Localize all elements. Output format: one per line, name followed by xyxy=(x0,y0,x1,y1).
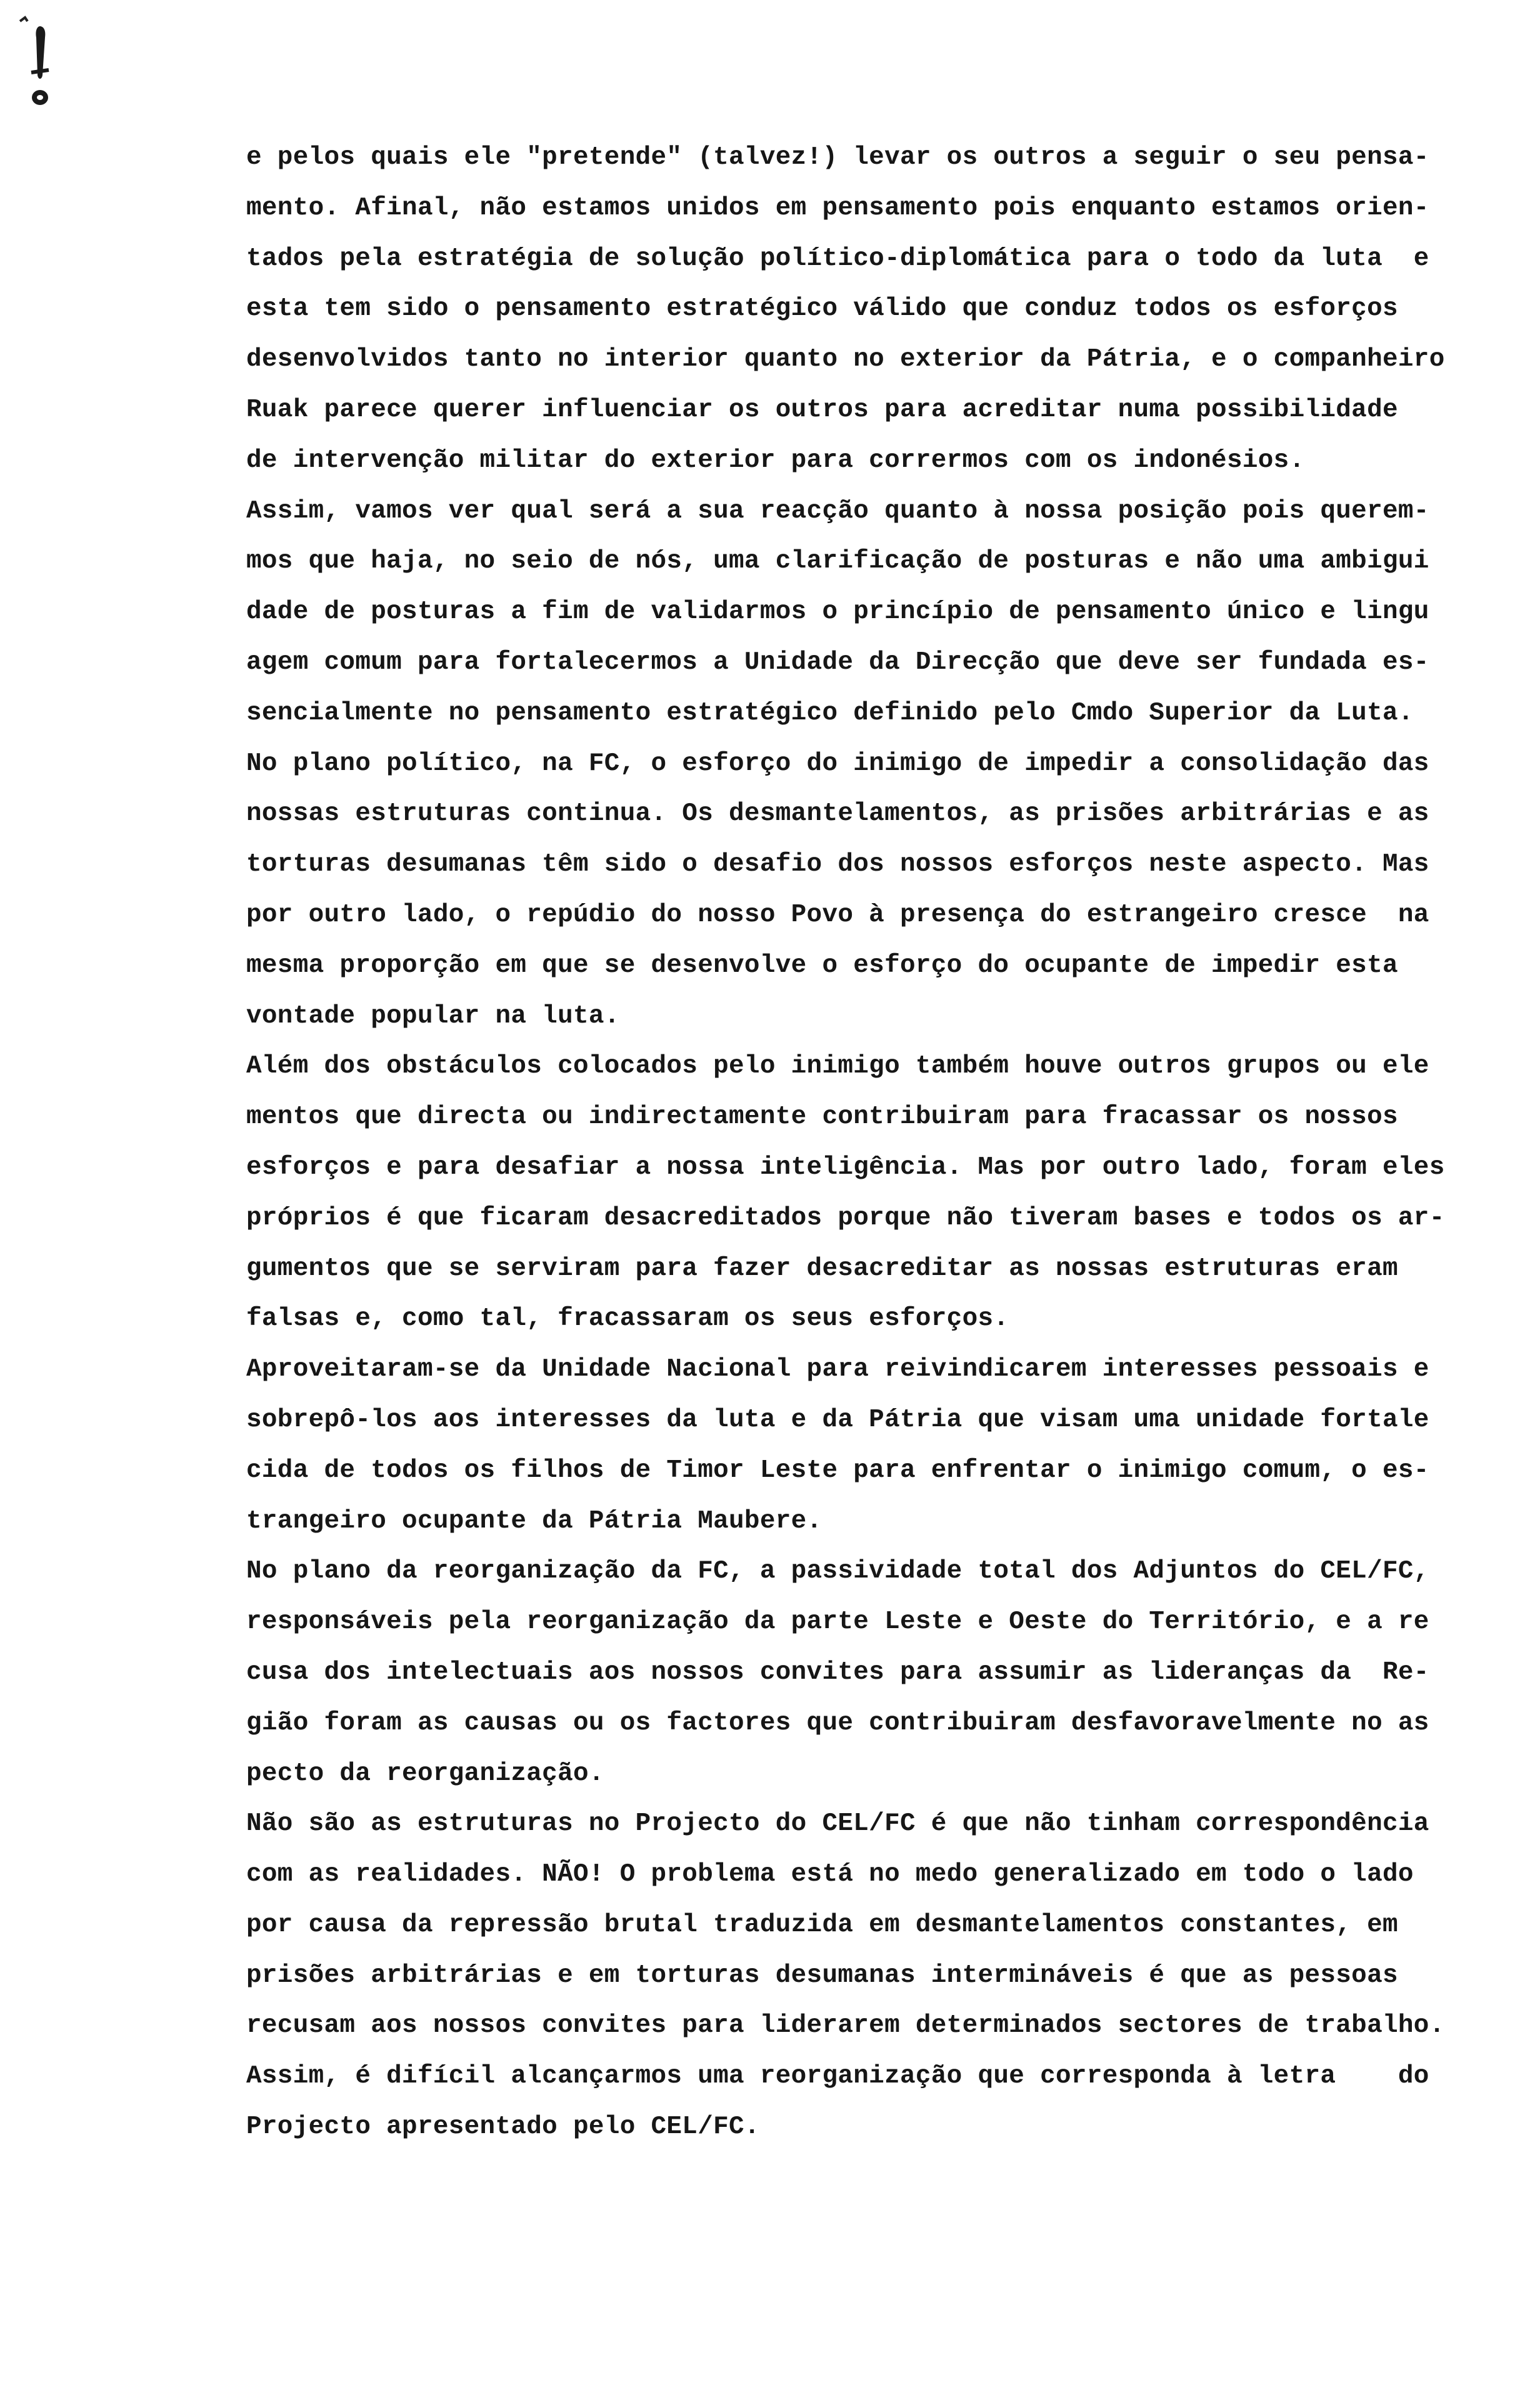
text-line: vontade popular na luta. xyxy=(246,1001,620,1031)
text-line: mos que haja, no seio de nós, uma clarificação de posturas e não uma ambigui xyxy=(246,547,1429,576)
text-line: tados pela estratégia de solução político-diplomática para o todo da luta e xyxy=(246,244,1429,273)
text-line: gião foram as causas ou os factores que contribuiram desfavoravelmente no as xyxy=(246,1708,1429,1738)
text-line: esta tem sido o pensamento estratégico válido que conduz todos os esforços xyxy=(246,294,1398,324)
handwritten-exclamation-mark xyxy=(18,12,61,112)
text-line: sencialmente no pensamento estratégico definido pelo Cmdo Superior da Luta. xyxy=(246,698,1414,728)
text-line: Além dos obstáculos colocados pelo inimigo também houve outros grupos ou ele xyxy=(246,1052,1429,1081)
text-line: mento. Afinal, não estamos unidos em pensamento pois enquanto estamos orien- xyxy=(246,193,1429,222)
text-line: falsas e, como tal, fracassaram os seus esforços. xyxy=(246,1304,1009,1334)
text-line: por causa da repressão brutal traduzida em desmantelamentos constantes, em xyxy=(246,1910,1398,1939)
text-line: por outro lado, o repúdio do nosso Povo à presença do estrangeiro cresce na xyxy=(246,900,1429,929)
text-line: Ruak parece querer influenciar os outros para acreditar numa possibilidade xyxy=(246,395,1398,424)
text-line: e pelos quais ele "pretende" (talvez!) levar os outros a seguir o seu pensa- xyxy=(246,143,1429,172)
text-line: de intervenção militar do exterior para corrermos com os indonésios. xyxy=(246,446,1305,475)
text-line: gumentos que se serviram para fazer desacreditar as nossas estruturas eram xyxy=(246,1254,1398,1283)
text-line: desenvolvidos tanto no interior quanto no exterior da Pátria, e o companheiro xyxy=(246,345,1445,374)
text-line: Aproveitaram-se da Unidade Nacional para reivindicarem interesses pessoais e xyxy=(246,1355,1429,1384)
text-line: Não são as estruturas no Projecto do CEL/FC é que não tinham correspondência xyxy=(246,1809,1429,1839)
text-line: nossas estruturas continua. Os desmantelamentos, as prisões arbitrárias e as xyxy=(246,799,1429,829)
text-line: torturas desumanas têm sido o desafio dos nossos esforços neste aspecto. Mas xyxy=(246,850,1429,879)
text-line: No plano da reorganização da FC, a passividade total dos Adjuntos do CEL/FC, xyxy=(246,1557,1429,1586)
text-line: cusa dos intelectuais aos nossos convites para assumir as lideranças da Re- xyxy=(246,1658,1429,1687)
text-line: esforços e para desafiar a nossa inteligência. Mas por outro lado, foram eles xyxy=(246,1152,1445,1182)
text-line: cida de todos os filhos de Timor Leste para enfrentar o inimigo comum, o es- xyxy=(246,1456,1429,1485)
text-line: Projecto apresentado pelo CEL/FC. xyxy=(246,2112,760,2142)
text-line: sobrepô-los aos interesses da luta e da Pátria que visam uma unidade fortale xyxy=(246,1405,1429,1434)
text-line: No plano político, na FC, o esforço do inimigo de impedir a consolidação das xyxy=(246,749,1429,778)
text-line: mesma proporção em que se desenvolve o esforço do ocupante de impedir esta xyxy=(246,951,1398,980)
text-line: mentos que directa ou indirectamente contribuiram para fracassar os nossos xyxy=(246,1102,1398,1132)
text-line: prisões arbitrárias e em torturas desumanas intermináveis é que as pessoas xyxy=(246,1961,1398,1990)
text-line: responsáveis pela reorganização da parte Leste e Oeste do Território, e a re xyxy=(246,1608,1429,1637)
text-line: com as realidades. NÃO! O problema está no medo generalizado em todo o lado xyxy=(246,1860,1414,1889)
text-line: pecto da reorganização. xyxy=(246,1759,604,1788)
text-line: Assim, vamos ver qual será a sua reacção quanto à nossa posição pois querem- xyxy=(246,496,1429,526)
text-line: dade de posturas a fim de validarmos o princípio de pensamento único e lingu xyxy=(246,598,1429,627)
text-line: próprios é que ficaram desacreditados porque não tiveram bases e todos os ar- xyxy=(246,1203,1445,1232)
text-line: agem comum para fortalecermos a Unidade da Direcção que deve ser fundada es- xyxy=(246,648,1429,677)
text-line: recusam aos nossos convites para liderarem determinados sectores de trabalho. xyxy=(246,2011,1445,2041)
document-body xyxy=(246,132,1496,2152)
text-line: trangeiro ocupante da Pátria Maubere. xyxy=(246,1506,822,1536)
text-line: Assim, é difícil alcançarmos uma reorganização que corresponda à letra do xyxy=(246,2062,1429,2091)
